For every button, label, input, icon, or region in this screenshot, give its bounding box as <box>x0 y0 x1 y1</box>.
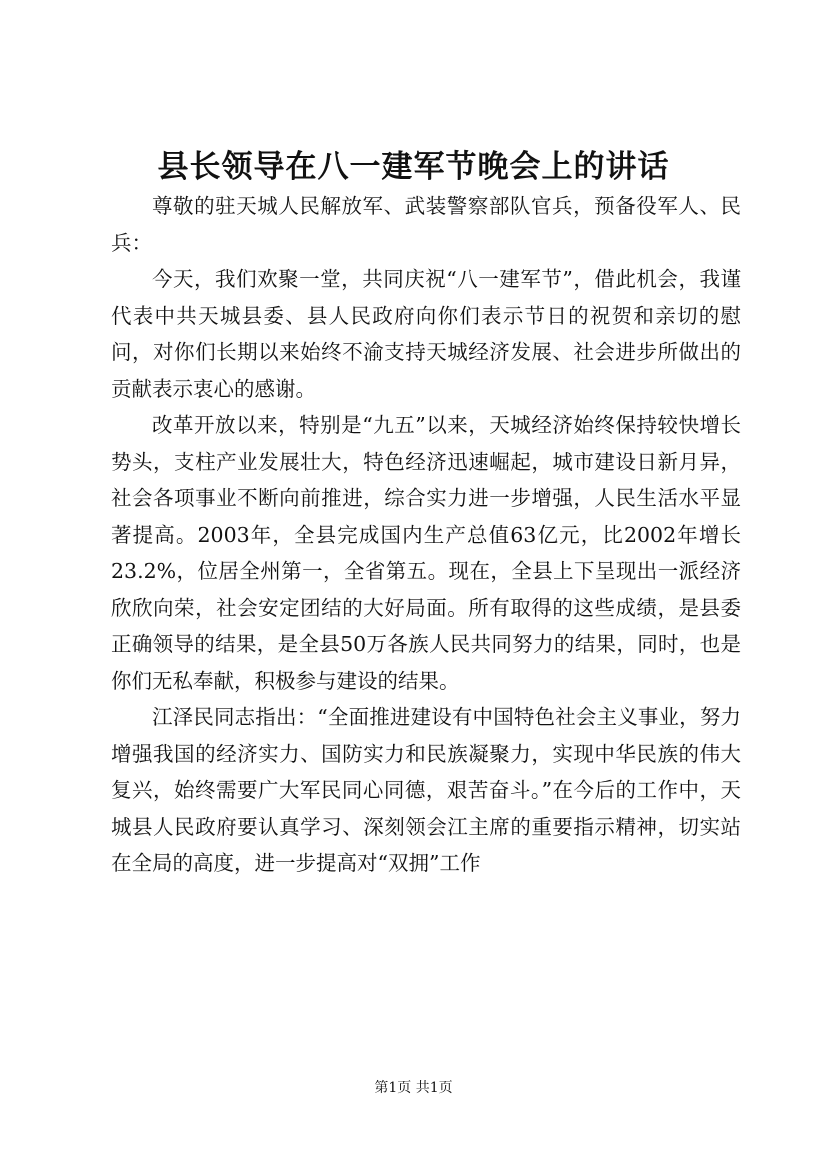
document-title: 县长领导在八一建军节晚会上的讲话 <box>157 149 670 185</box>
page-number-footer: 第1页 共1页 <box>374 1080 453 1096</box>
paragraph-achievements: 改革开放以来，特别是“九五”以来，天城经济始终保持较快增长势头，支柱产业发展壮大，特色经济迅速崛起，城市建设日新月异，社会各项事业不断向前推进，综合实力进一步增强，人民生活水平显著提高。2003年，全县完成国内生产总值63亿元，比2002年增长23.2%，位居全州第一，全省第五。现在，全县上下呈现出一派经济欣欣向荣，社会安定团结的大好局面。所有取得的这些成绩，是县委正确领导的结果，是全县50万各族人民共同努力的结果，同时，也是你们无私奉献，积极参与建设的结果。 <box>111 413 741 693</box>
paragraph-greeting: 今天，我们欢聚一堂，共同庆祝“八一建军节”，借此机会，我谨代表中共天城县委、县人民政府向你们表示节日的祝贺和亲切的慰问，对你们长期以来始终不渝支持天城经济发展、社会进步所做出的贡献表示衷心的感谢。 <box>111 267 741 401</box>
document-body <box>111 188 741 882</box>
paragraph-salutation: 尊敬的驻天城人民解放军、武装警察部队官兵，预备役军人、民兵： <box>111 194 741 255</box>
paragraph-quote: 江泽民同志指出：“全面推进建设有中国特色社会主义事业，努力增强我国的经济实力、国防实力和民族凝聚力，实现中华民族的伟大复兴，始终需要广大军民同心同德，艰苦奋斗。”在今后的工作中，天城县人民政府要认真学习、深刻领会江主席的重要指示精神，切实站在全局的高度，进一步提高对“双拥”工作 <box>111 705 741 875</box>
